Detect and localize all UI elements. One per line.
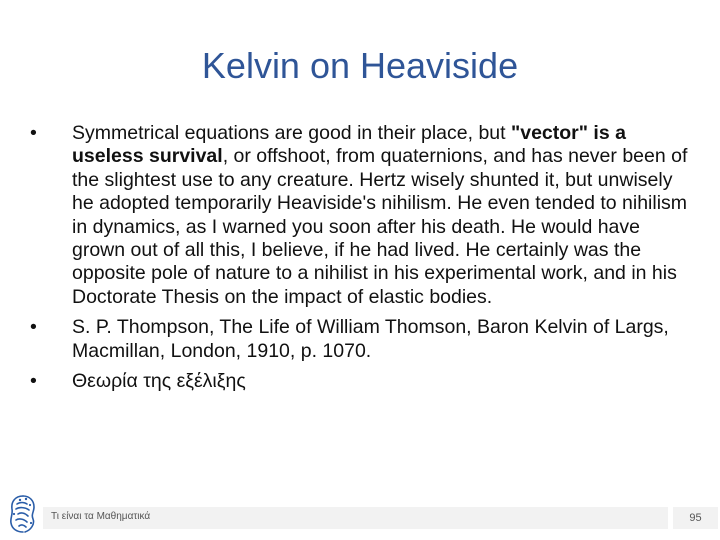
bullet-icon: • <box>30 316 37 339</box>
bullet-icon: • <box>30 370 37 393</box>
course-name: Τι είναι τα Μαθηματικά <box>51 511 151 522</box>
quote-text-end: , or offshoot, from quaternions, and has never been of the slightest use to any creature. Hertz wisely shunted it, but unwisely he adopted temporarily Heaviside's nihilism. He even tended to nihilism in dynamics, as I warned you soon after his death. He would have grown out of all this, I believe, if he had lived. He certainly was the opposite pole of nature to a nihilist in his experimental work, and in his Doctorate Thesis on the impact of elastic bodies. <box>72 145 688 308</box>
university-logo-icon <box>6 492 40 536</box>
page-number: 95 <box>673 507 718 529</box>
slide-content <box>30 122 694 400</box>
quote-text-start: Symmetrical equations are good in their place, but <box>72 122 511 144</box>
quote-bold-text: "vector" is a useless survival <box>72 122 626 168</box>
footer-bar <box>43 507 668 529</box>
slide-footer <box>0 500 720 540</box>
evolution-theory-text: Θεωρία της εξέλιξης <box>72 370 246 393</box>
citation-text: S. P. Thompson, The Life of William Thomson, Baron Kelvin of Largs, Macmillan, London, 1910, p. 1070. <box>72 316 669 362</box>
bullet-item-quote <box>30 122 694 309</box>
bullet-item-evolution-theory <box>30 370 694 393</box>
bullet-icon: • <box>30 122 37 144</box>
bullet-item-citation <box>30 316 694 363</box>
slide-title: Kelvin on Heaviside <box>201 45 519 86</box>
